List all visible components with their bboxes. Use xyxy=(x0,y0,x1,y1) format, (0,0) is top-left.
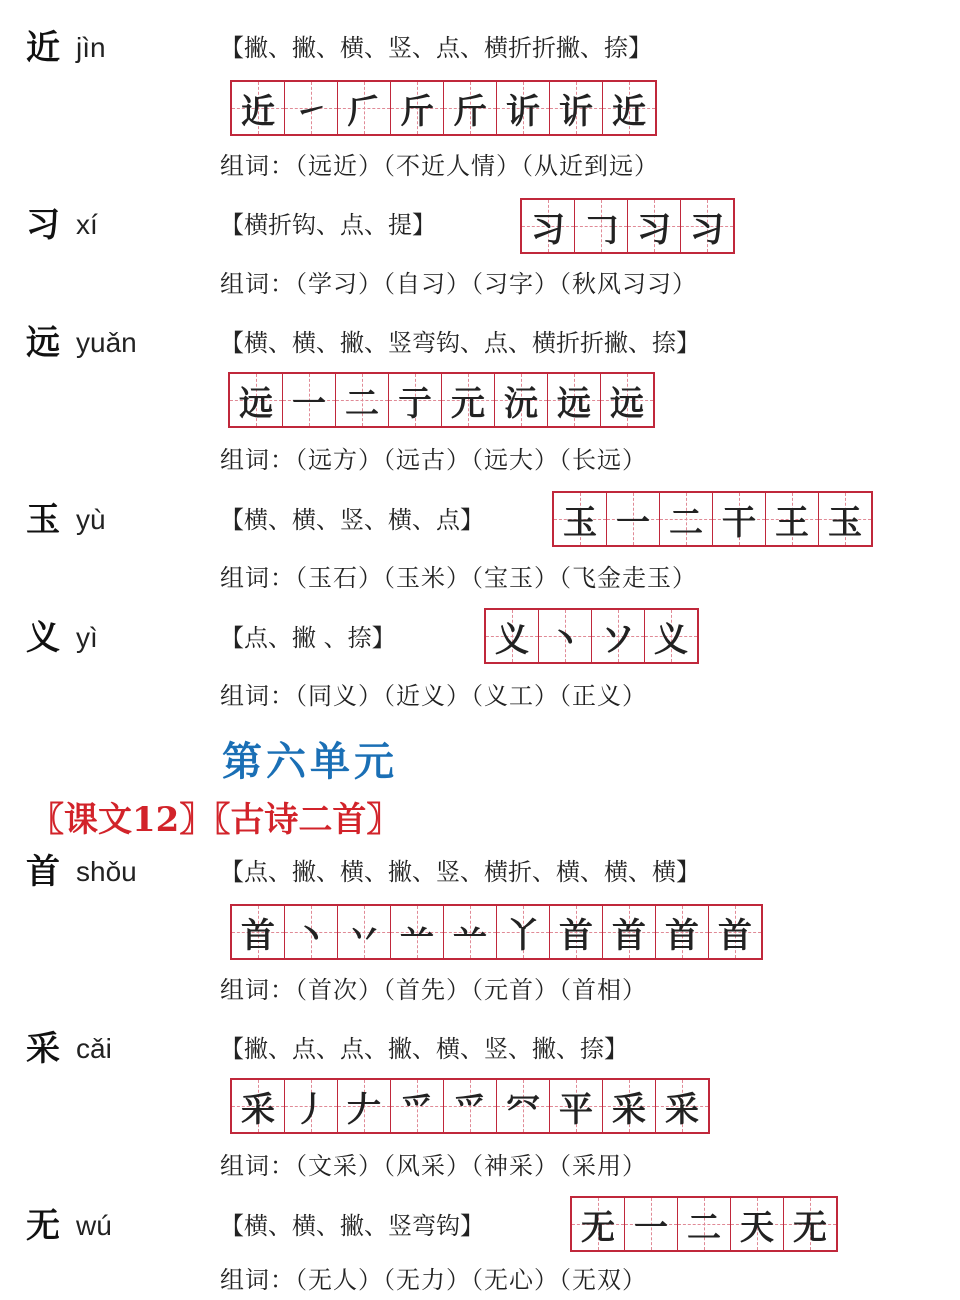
grid-cell: 无 xyxy=(572,1198,625,1250)
grid-cell: 远 xyxy=(230,374,283,426)
grid-cell: 丿 xyxy=(285,1080,338,1132)
grid-cell: 天 xyxy=(731,1198,784,1250)
grid-cell: 䒑 xyxy=(444,906,497,958)
grid-cell: 首 xyxy=(709,906,761,958)
stroke-order: 【横、横、竖、横、点】 xyxy=(220,506,484,534)
grid-cell: 近 xyxy=(232,82,285,134)
entry-char: 玉 xyxy=(26,500,60,540)
grid-cell: 一 xyxy=(283,374,336,426)
grid-cell: 爫 xyxy=(444,1080,497,1132)
grid-cell: 玉 xyxy=(819,493,871,545)
lesson-title: 〖课文12〗〖古诗二首〗 xyxy=(30,800,401,840)
grid-cell: 习 xyxy=(681,200,733,252)
stroke-order: 【撇、点、点、撇、横、竖、撇、捺】 xyxy=(220,1035,628,1063)
grid-cell: 玉 xyxy=(554,493,607,545)
grid-cell: 䒑 xyxy=(391,906,444,958)
grid-cell: 干 xyxy=(713,493,766,545)
stroke-order: 【横折钩、点、提】 xyxy=(220,211,436,239)
entry-char: 习 xyxy=(26,205,60,245)
entry-char: 义 xyxy=(26,618,60,658)
word-list: 组词：（同义）（近义）（义工）（正义） xyxy=(220,682,647,710)
stroke-grid xyxy=(552,491,873,547)
word-list: 组词：（无人）（无力）（无心）（无双） xyxy=(220,1266,647,1294)
grid-cell: 远 xyxy=(548,374,601,426)
word-list: 组词：（远方）（远古）（远大）（长远） xyxy=(220,446,647,474)
stroke-order: 【横、横、撇、竖弯钩、点、横折折撇、捺】 xyxy=(220,329,700,357)
word-list: 组词：（学习）（自习）（习字）（秋风习习） xyxy=(220,270,697,298)
grid-cell: 二 xyxy=(660,493,713,545)
grid-cell: 二 xyxy=(336,374,389,426)
entry-char: 采 xyxy=(26,1029,60,1069)
entry-char: 近 xyxy=(26,28,60,68)
grid-cell: 元 xyxy=(442,374,495,426)
stroke-order: 【点、撇、横、撇、竖、横折、横、横、横】 xyxy=(220,858,700,886)
stroke-order: 【撇、撇、横、竖、点、横折折撇、捺】 xyxy=(220,34,652,62)
stroke-order: 【横、横、撇、竖弯钩】 xyxy=(220,1212,484,1240)
grid-cell: 二 xyxy=(678,1198,731,1250)
grid-cell: 习 xyxy=(522,200,575,252)
word-list: 组词：（玉石）（玉米）（宝玉）（飞金走玉） xyxy=(220,564,697,592)
grid-cell: 平 xyxy=(550,1080,603,1132)
grid-cell: 𠂇 xyxy=(338,1080,391,1132)
grid-cell: 一 xyxy=(625,1198,678,1250)
entry-pinyin: yuǎn xyxy=(76,327,137,358)
grid-cell: 近 xyxy=(603,82,655,134)
grid-cell: 丫 xyxy=(497,906,550,958)
grid-cell: 丷 xyxy=(338,906,391,958)
grid-cell: 爫 xyxy=(391,1080,444,1132)
grid-cell: 首 xyxy=(656,906,709,958)
grid-cell: 采 xyxy=(603,1080,656,1132)
grid-cell: 首 xyxy=(550,906,603,958)
stroke-grid xyxy=(230,904,763,960)
grid-cell: 䜣 xyxy=(497,82,550,134)
entry-char: 无 xyxy=(26,1206,60,1246)
grid-cell: 丶 xyxy=(285,906,338,958)
stroke-grid xyxy=(230,1078,710,1134)
grid-cell: 义 xyxy=(645,610,697,662)
grid-cell: 一 xyxy=(607,493,660,545)
entry-char: 远 xyxy=(26,323,60,363)
grid-cell: 首 xyxy=(232,906,285,958)
stroke-order: 【点、撇 、捺】 xyxy=(220,624,396,652)
grid-cell: 沅 xyxy=(495,374,548,426)
grid-cell: ㇀ xyxy=(285,82,338,134)
word-list: 组词：（远近）（不近人情）（从近到远） xyxy=(220,152,659,180)
grid-cell: 义 xyxy=(486,610,539,662)
stroke-grid xyxy=(228,372,655,428)
grid-cell: 丶 xyxy=(539,610,592,662)
word-list: 组词：（首次）（首先）（元首）（首相） xyxy=(220,976,647,1004)
grid-cell: 亍 xyxy=(389,374,442,426)
grid-cell: 习 xyxy=(628,200,681,252)
stroke-grid xyxy=(230,80,657,136)
grid-cell: 𠂆 xyxy=(338,82,391,134)
grid-cell: 采 xyxy=(232,1080,285,1132)
grid-cell: 𠃌 xyxy=(575,200,628,252)
grid-cell: 斤 xyxy=(444,82,497,134)
unit-title: 第六单元 xyxy=(222,738,398,785)
grid-cell: 远 xyxy=(601,374,653,426)
grid-cell: 王 xyxy=(766,493,819,545)
entry-pinyin: yì xyxy=(76,622,98,653)
entry-pinyin: wú xyxy=(76,1210,112,1241)
stroke-grid xyxy=(570,1196,838,1252)
entry-pinyin: xí xyxy=(76,209,98,240)
entry-pinyin: jìn xyxy=(76,32,106,63)
word-list: 组词：（文采）（风采）（神采）（采用） xyxy=(220,1152,647,1180)
entry-char: 首 xyxy=(26,852,60,892)
entry-pinyin: shǒu xyxy=(76,856,137,887)
entry-pinyin: yù xyxy=(76,504,106,535)
grid-cell: 䜣 xyxy=(550,82,603,134)
grid-cell: 斤 xyxy=(391,82,444,134)
grid-cell: ソ xyxy=(592,610,645,662)
grid-cell: 首 xyxy=(603,906,656,958)
grid-cell: 㓁 xyxy=(497,1080,550,1132)
stroke-grid xyxy=(520,198,735,254)
grid-cell: 采 xyxy=(656,1080,708,1132)
stroke-grid xyxy=(484,608,699,664)
grid-cell: 无 xyxy=(784,1198,836,1250)
entry-pinyin: cǎi xyxy=(76,1033,112,1064)
